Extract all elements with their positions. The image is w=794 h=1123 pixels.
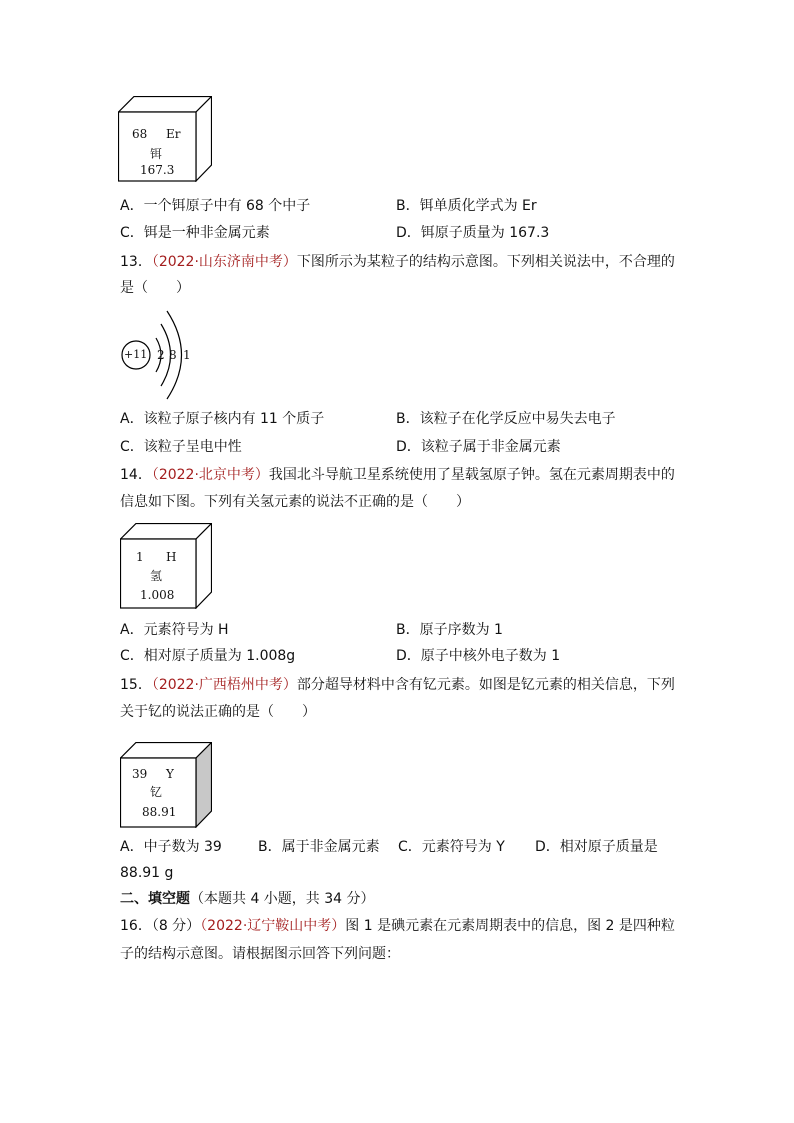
element-name: 铒 [150,147,163,161]
q15-option-b: B．属于非金属元素 [258,839,380,855]
nucleus-charge: +11 [124,348,148,361]
q15-stem-line2: 关于钇的说法正确的是（ ） [120,704,316,720]
question-stem: 下图所示为某粒子的结构示意图。下列相关说法中，不合理的 [296,254,675,270]
element-name: 钇 [150,785,163,799]
element-card-h [120,523,212,609]
q13-option-b: B．该粒子在化学反应中易失去电子 [396,411,616,427]
question-source: （2022·山东济南中考） [151,254,297,270]
q14-option-c: C．相对原子质量为 1.008g [120,648,296,664]
section-title: 二、填空题 [120,891,190,907]
q16-stem-line1 [120,916,675,936]
q14-option-a: A．元素符号为 H [120,622,229,638]
q15-option-d: D．相对原子质量是 [535,839,658,855]
q14-option-b: B．原子序数为 1 [396,622,503,638]
question-source: （2022·广西梧州中考） [151,677,297,693]
q14-stem-line2: 信息如下图。下列有关氢元素的说法不正确的是（ ） [120,494,470,510]
q14-option-d: D．原子中核外电子数为 1 [396,648,561,664]
q15-option-d-continued: 88.91 g [120,865,174,881]
element-symbol: Y [166,767,174,781]
element-symbol: H [166,550,177,564]
q13-option-a: A．该粒子原子核内有 11 个质子 [120,411,325,427]
atomic-mass: 167.3 [140,163,175,177]
q12-option-b: B．铒单质化学式为 Er [396,198,537,214]
q15-option-a: A．中子数为 39 [120,839,222,855]
question-number: 14． [120,467,152,483]
element-symbol: Er [166,127,181,141]
q16-stem-line2: 子的结构示意图。请根据图示回答下列问题： [120,946,400,962]
shell-2-electrons: 8 [169,348,177,362]
atomic-number: 39 [132,767,148,781]
q14-stem-line1 [120,465,675,485]
q15-stem-line1 [120,675,675,695]
question-stem: 我国北斗导航卫星系统使用了星载氢原子钟。氢在元素周期表中的 [268,467,675,483]
q12-option-a: A．一个铒原子中有 68 个中子 [120,198,311,214]
element-card-y [120,742,212,828]
question-stem: 图 1 是碘元素在元素周期表中的信息，图 2 是四种粒 [345,918,675,934]
q13-option-c: C．该粒子呈电中性 [120,439,242,455]
section-heading [120,889,375,909]
atomic-number: 68 [132,127,148,141]
question-number: 16． [120,918,152,934]
atom-structure-diagram [118,306,198,404]
question-score: （8 分） [151,918,201,934]
q13-stem-line1 [120,252,675,272]
atomic-mass: 1.008 [140,588,175,602]
question-source: （2022·辽宁鞍山中考） [200,918,346,934]
element-name: 氢 [150,569,163,583]
question-source: （2022·北京中考） [151,467,269,483]
section-note: （本题共 4 小题，共 34 分） [190,891,375,907]
shell-1-electrons: 2 [157,348,165,362]
q13-option-d: D．该粒子属于非金属元素 [396,439,561,455]
atomic-number: 1 [136,550,144,564]
element-card-er [118,96,212,182]
shell-3-electrons: 1 [183,348,191,362]
question-number: 13． [120,254,152,270]
q13-stem-line2: 是（ ） [120,280,190,296]
q12-option-c: C．铒是一种非金属元素 [120,225,270,241]
question-number: 15． [120,677,152,693]
q12-option-d: D．铒原子质量为 167.3 [396,225,550,241]
q15-option-c: C．元素符号为 Y [398,839,505,855]
question-stem: 部分超导材料中含有钇元素。如图是钇元素的相关信息，下列 [296,677,675,693]
atomic-mass: 88.91 [142,805,177,819]
